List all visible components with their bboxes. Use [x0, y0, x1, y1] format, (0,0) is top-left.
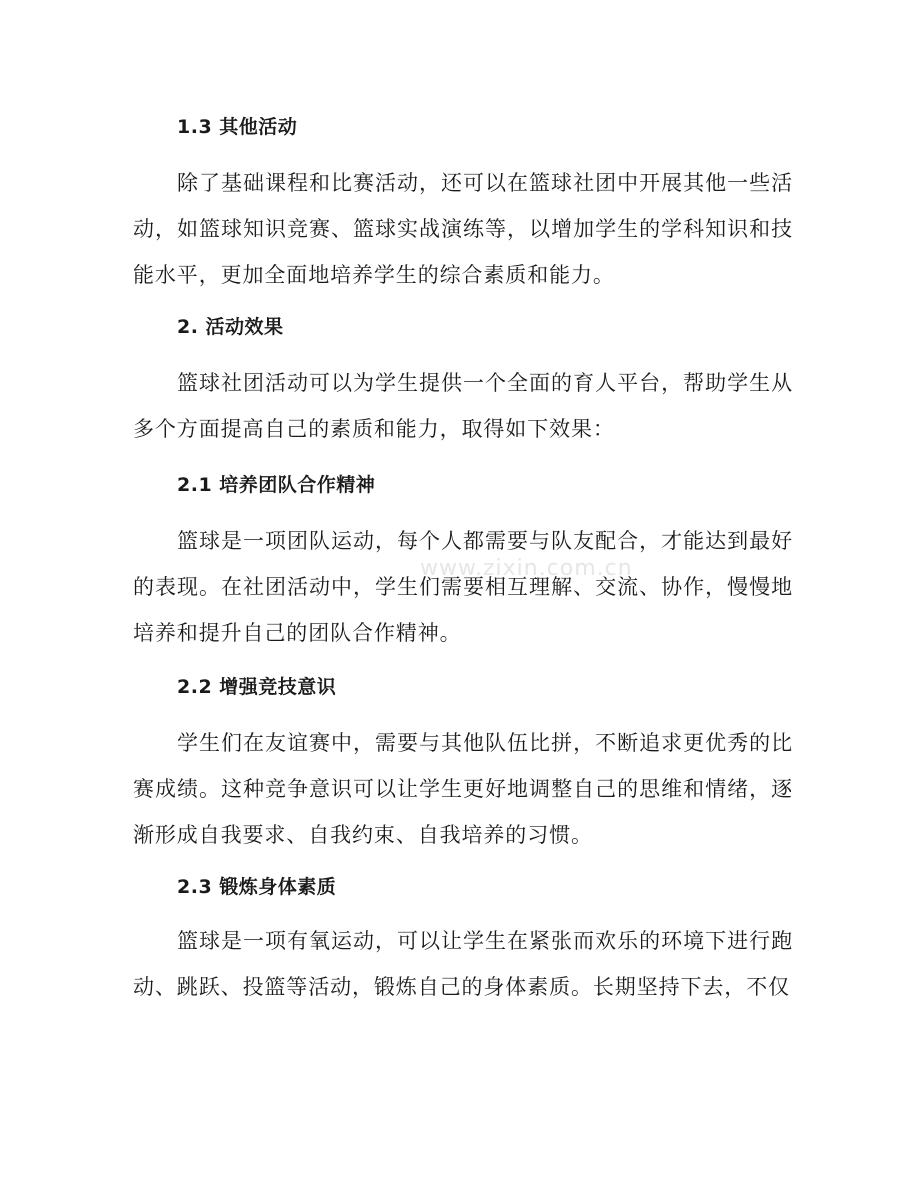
paragraph-competition: 学生们在友谊赛中，需要与其他队伍比拼，不断追求更优秀的比赛成绩。这种竞争意识可以让学生更好地调整自己的思维和情绪，逐渐形成自我要求、自我约束、自我培养的习惯。 — [133, 731, 793, 847]
heading-2-2: 2.2 增强竞技意识 — [177, 676, 337, 698]
paragraph-other-activities: 除了基础课程和比赛活动，还可以在篮球社团中开展其他一些活动，如篮球知识竞赛、篮球实战演练等，以增加学生的学科知识和技能水平，更加全面地培养学生的综合素质和能力。 — [133, 171, 793, 287]
heading-2-1: 2.1 培养团队合作精神 — [177, 474, 376, 496]
heading-1-3: 1.3 其他活动 — [177, 116, 298, 138]
paragraph-fitness: 篮球是一项有氧运动，可以让学生在紧张而欢乐的环境下进行跑动、跳跃、投篮等活动，锻炼自己的身体素质。长期坚持下去，不仅 — [133, 929, 793, 999]
watermark: www.zixin.com.cn — [420, 556, 633, 581]
heading-2-3: 2.3 锻炼身体素质 — [177, 876, 337, 898]
heading-2: 2. 活动效果 — [177, 316, 284, 338]
paragraph-teamwork: 篮球是一项团队运动，每个人都需要与队友配合，才能达到最好的表现。在社团活动中，学生们需要相互理解、交流、协作，慢慢地培养和提升自己的团队合作精神。 — [133, 529, 793, 645]
paragraph-activity-effects: 篮球社团活动可以为学生提供一个全面的育人平台，帮助学生从多个方面提高自己的素质和能力，取得如下效果： — [133, 371, 793, 441]
